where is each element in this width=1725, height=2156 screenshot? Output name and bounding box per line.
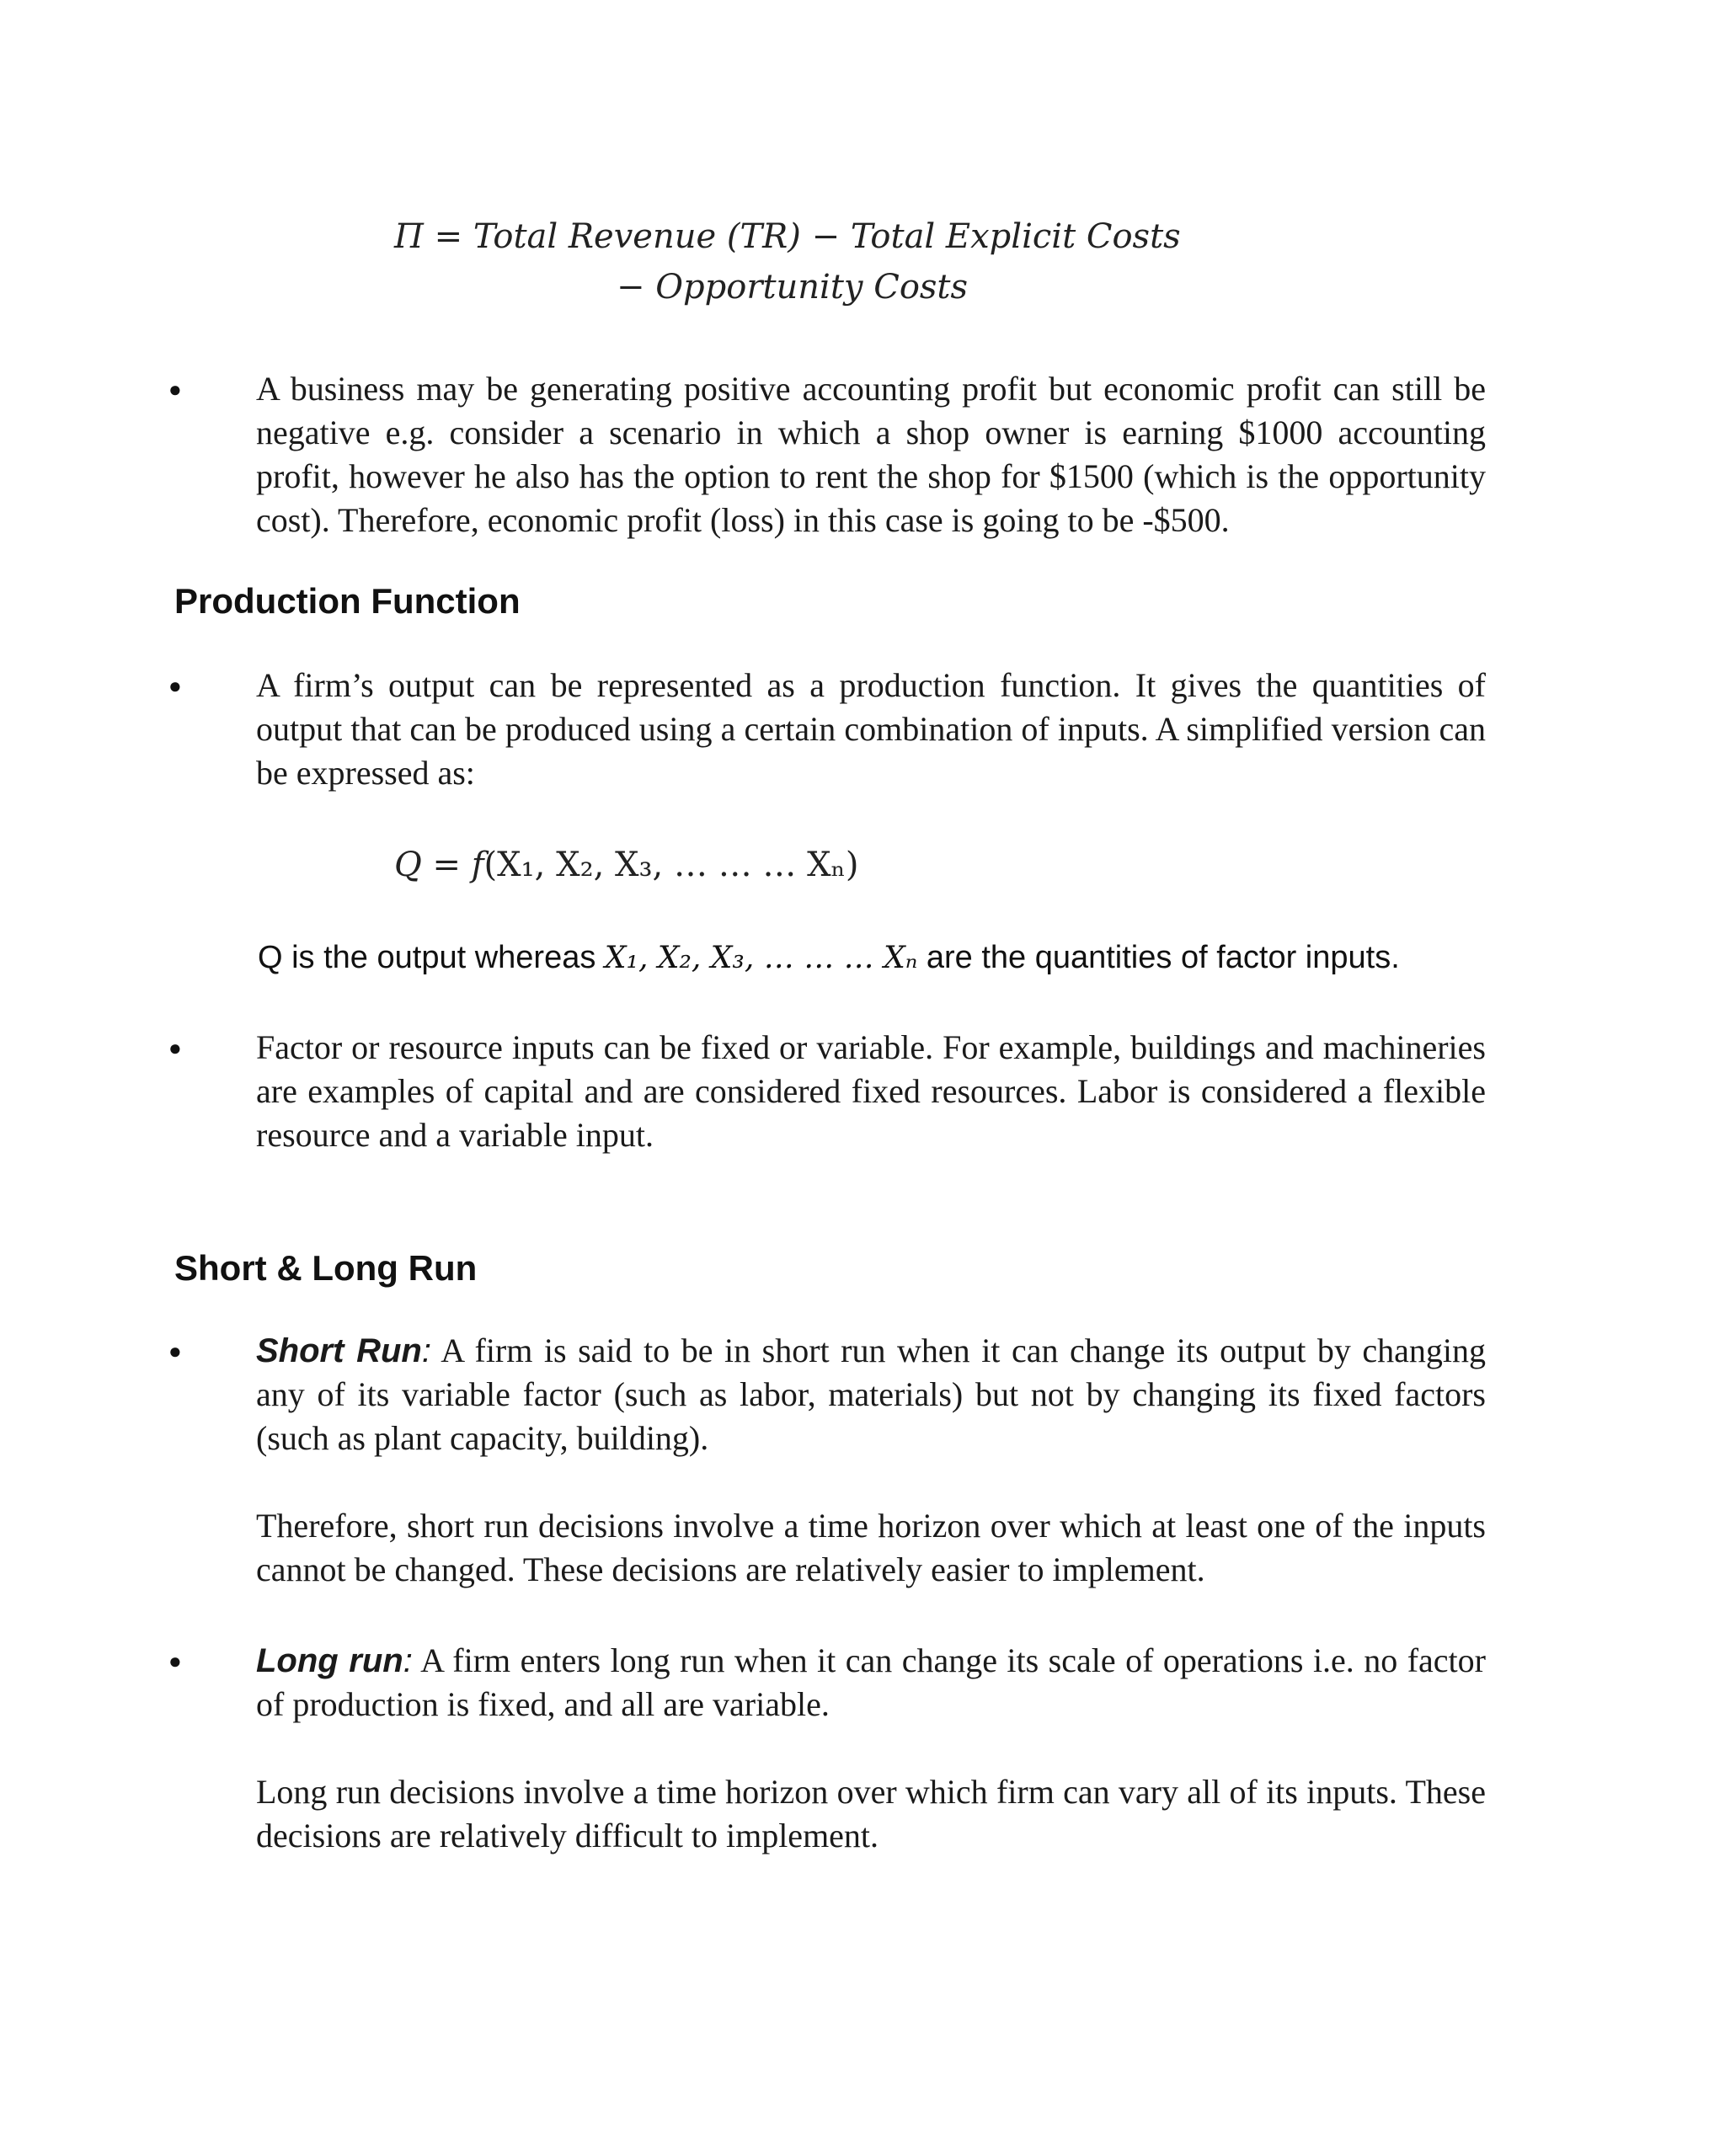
short-run-colon: : — [421, 1332, 431, 1369]
section-heading-short-long-run: Short & Long Run — [174, 1248, 478, 1288]
profit-equation-line-2: − Opportunity Costs — [617, 268, 969, 307]
profit-equation-line-1: Π = Total Revenue (TR) − Total Explicit Costs — [394, 217, 1181, 256]
bullet: ● — [168, 674, 182, 698]
production-function-explanation — [258, 940, 1400, 976]
short-run-term: Short Run — [256, 1332, 422, 1369]
explanation-end: are the quantities of factor inputs. — [917, 940, 1400, 975]
short-run-definition: A firm is said to be in short run when it can change its output by changing any of its variable factor (such as labor, materials) but not by changing its fixed factors (such as plant capacity, building). — [256, 1331, 1487, 1457]
bullet: ● — [168, 1339, 182, 1364]
explanation-vars: X₁, X₂, X₃, … … … Xₙ — [604, 941, 918, 975]
long-run-note: Long run decisions involve a time horizon over which firm can vary all of its inputs. These decisions are relatively difficult to implement. — [256, 1773, 1486, 1854]
production-function-equation — [394, 846, 859, 884]
long-run-definition: A firm enters long run when it can change its scale of operations i.e. no factor of production is fixed, and all are variable. — [256, 1641, 1486, 1723]
factor-inputs-paragraph: Factor or resource inputs can be fixed or variable. For example, buildings and machineries are examples of capital and are considered fixed resources. Labor is considered a flexible resource and a variable input. — [256, 1028, 1486, 1154]
long-run-paragraph — [256, 1639, 1486, 1726]
bullet: ● — [168, 1649, 182, 1673]
equation-lhs: Q = f — [394, 846, 484, 884]
long-run-term: Long run — [256, 1642, 403, 1679]
long-run-colon: : — [403, 1642, 413, 1679]
bullet: ● — [168, 377, 182, 402]
bullet: ● — [168, 1036, 182, 1060]
production-function-intro: A firm’s output can be represented as a production function. It gives the quantities of output that can be produced using a certain combination of inputs. A simplified version can be expressed as: — [256, 666, 1486, 792]
short-run-note: Therefore, short run decisions involve a time horizon over which at least one of the inputs cannot be changed. These decisions are relatively easier to implement. — [256, 1507, 1486, 1588]
short-run-paragraph — [256, 1329, 1486, 1460]
profit-example-paragraph: A business may be generating positive accounting profit but economic profit can still be negative e.g. consider a scenario in which a shop owner is earning $1000 accounting profit, however he also has the option to rent the shop for $1500 (which is the opportunity cost). Therefore, economic profit (loss) in this case is going to be -$500. — [256, 370, 1486, 539]
equation-args: (X₁, X₂, X₃, … … … Xₙ) — [483, 846, 859, 884]
explanation-start: Q is the output whereas — [258, 940, 605, 975]
section-heading-production-function: Production Function — [174, 581, 521, 621]
